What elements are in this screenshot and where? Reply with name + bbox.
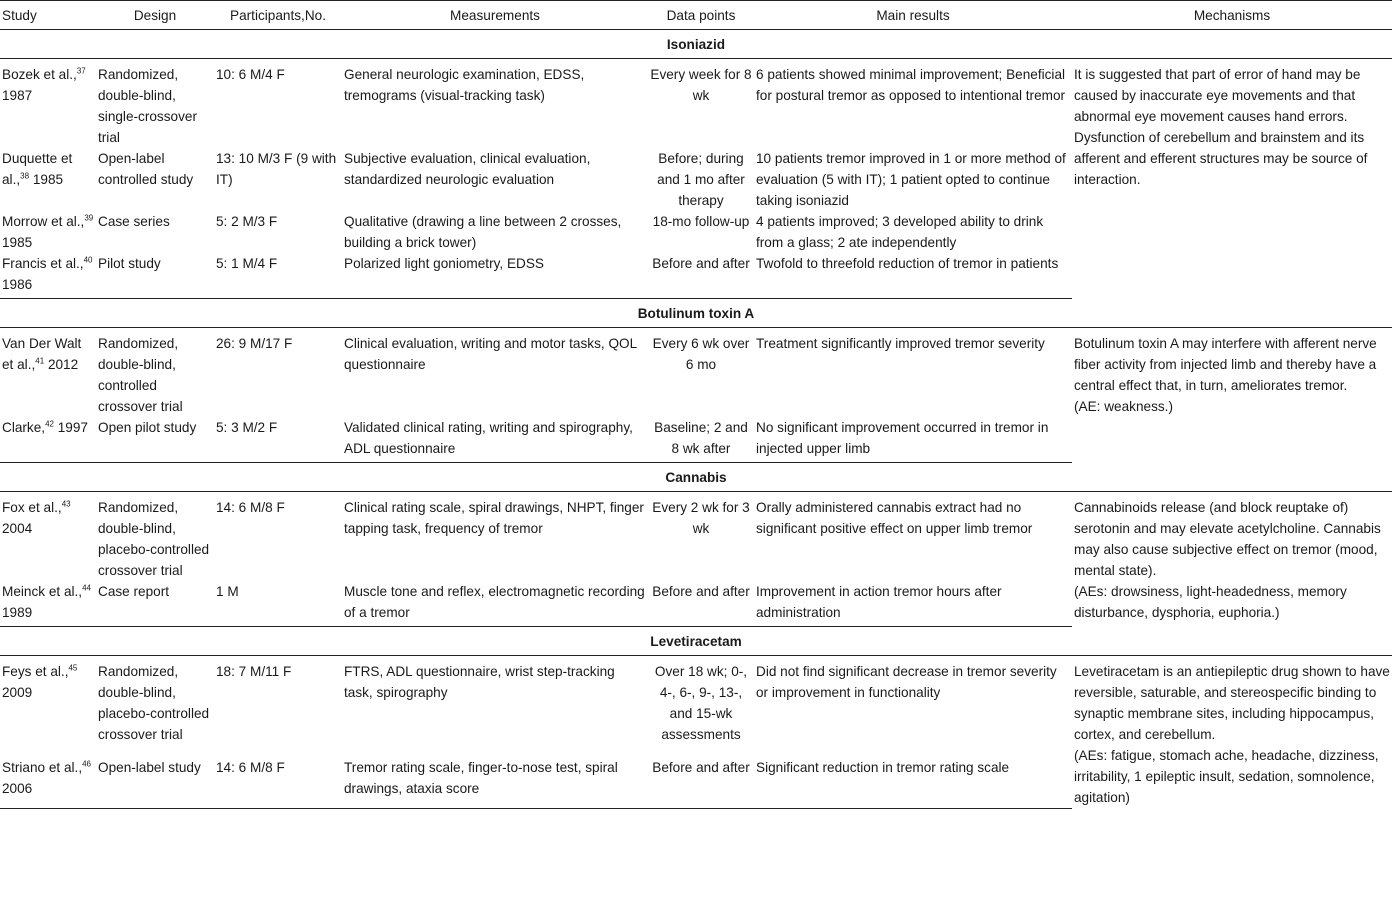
design-cell: Open-label controlled study [98,151,194,187]
reference-number: 38 [20,171,30,181]
participants-cell: 5: 3 M/2 F [214,417,342,463]
table-row [0,328,1392,418]
participants-cell: 14: 6 M/8 F [216,500,285,515]
results-cell: Significant reduction in tremor rating scale [754,757,1072,808]
results-cell: Improvement in action tremor hours after administration [754,581,1072,627]
design-cell: Randomized, double-blind, single-crossover trial [98,67,197,145]
study-cell: Bozek et al.,$^{37}$ 1987 [2,66,86,103]
measurements-cell: General neurologic examination, EDSS, tremograms (visual-tracking task) [344,67,585,103]
data-points-cell: Before; during and 1 mo after therapy [657,151,745,208]
results-cell: 4 patients improved; 3 developed ability to drink from a glass; 2 ate independently [756,214,1044,250]
section-row [0,627,1392,656]
design-cell: Pilot study [96,253,214,299]
data-points-cell: Before and after [648,581,754,627]
data-points-cell: Before and after [648,253,754,299]
participants-cell: 26: 9 M/17 F [216,336,293,351]
study-cell: Van Der Walt et al.,$^{41}$ 2012 [2,336,82,372]
table-row [0,492,1392,582]
measurements-cell: Clinical evaluation, writing and motor tasks, QOL questionnaire [344,336,637,372]
measurements-cell: Qualitative (drawing a line between 2 crosses, building a brick tower) [344,214,622,250]
reference-number: 46 [82,759,92,769]
section-title: Levetiracetam [0,627,1392,656]
reference-number: 45 [68,663,78,673]
participants-cell: 5: 2 M/3 F [216,214,278,229]
results-cell: 6 patients showed minimal improvement; Beneficial for postural tremor as opposed to intentional tremor [756,67,1066,103]
participants-cell: 13: 10 M/3 F (9 with IT) [216,151,337,187]
mechanisms-cell: Botulinum toxin A may interfere with afferent nerve fiber activity from injected limb and thereby have a central effect that, in turn, ameliorates tremor. (AE: weakness.) [1074,336,1377,414]
section-title: Botulinum toxin A [0,299,1392,328]
design-cell: Open pilot study [96,417,214,463]
participants-cell: 14: 6 M/8 F [214,757,342,808]
header-data-points: Data points [666,7,736,23]
design-cell: Open-label study [96,757,214,808]
header-row [0,1,1392,30]
participants-cell: 10: 6 M/4 F [216,67,285,82]
header-design: Design [133,7,177,23]
study-cell: Morrow et al.,$^{39}$ 1985 [2,213,94,250]
design-cell: Randomized, double-blind, placebo-controlled crossover trial [98,664,210,742]
design-cell: Randomized, double-blind, controlled crossover trial [98,336,183,414]
section-row [0,299,1392,328]
reference-number: 44 [82,583,91,593]
header-measurements: Measurements [450,7,540,23]
measurements-cell: Polarized light goniometry, EDSS [342,253,648,299]
data-points-cell: Every 2 wk for 3 wk [652,500,750,536]
table-row [0,656,1392,757]
reference-number: 42 [45,419,54,429]
study-cell: Duquette et al.,$^{38}$ 1985 [2,151,73,187]
results-cell: 10 patients tremor improved in 1 or more method of evaluation (5 with IT); 1 patient opted to continue taking isoniazid [756,151,1066,208]
data-points-cell: Every 6 wk over 6 mo [652,336,750,372]
section-title: Cannabis [0,463,1392,492]
participants-cell: 5: 1 M/4 F [214,253,342,299]
study-cell: Meinck et al.,$^{44}$ 1989 [0,581,96,627]
data-points-cell: Baseline; 2 and 8 wk after [648,417,754,463]
data-points-cell: Over 18 wk; 0-, 4-, 6-, 9-, 13-, and 15-wk assessments [654,664,748,742]
header-participants: Participants,No. [230,7,326,23]
study-cell: Francis et al.,$^{40}$ 1986 [0,253,96,299]
reference-number: 41 [35,356,45,366]
study-cell: Fox et al.,$^{43}$ 2004 [2,499,71,536]
header-study: Study [2,7,37,23]
study-cell: Striano et al.,$^{46}$ 2006 [0,757,96,808]
reference-number: 37 [76,66,86,76]
reference-number: 39 [84,213,94,223]
section-title: Isoniazid [0,30,1392,59]
study-cell: Feys et al.,$^{45}$ 2009 [2,663,78,700]
measurements-cell: Validated clinical rating, writing and spirography, ADL questionnaire [342,417,648,463]
reference-number: 43 [61,499,71,509]
measurements-cell: Tremor rating scale, finger-to-nose test, spiral drawings, ataxia score [342,757,648,808]
data-points-cell: Every week for 8 wk [650,67,752,103]
reference-number: 40 [83,255,93,265]
study-cell: Clarke,$^{42}$ 1997 [0,417,96,463]
results-cell: Twofold to threefold reduction of tremor in patients [754,253,1072,299]
section-row [0,30,1392,59]
table-row [0,59,1392,149]
section-row [0,463,1392,492]
measurements-cell: FTRS, ADL questionnaire, wrist step-tracking task, spirography [344,664,615,700]
measurements-cell: Muscle tone and reflex, electromagnetic recording of a tremor [342,581,648,627]
results-cell: No significant improvement occurred in tremor in injected upper limb [754,417,1072,463]
participants-cell: 1 M [214,581,342,627]
design-cell: Case series [98,214,170,229]
measurements-cell: Subjective evaluation, clinical evaluation, standardized neurologic evaluation [344,151,591,187]
results-cell: Did not find significant decrease in tremor severity or improvement in functionality [756,664,1057,700]
design-cell: Case report [96,581,214,627]
mechanisms-cell: Cannabinoids release (and block reuptake of) serotonin and may elevate acetylcholine. Cannabis may also cause subjective effect on tremor (mood, mental state). (AEs: drowsiness, light-headedness, memory disturbance, dysphoria, euphoria.) [1074,500,1381,620]
design-cell: Randomized, double-blind, placebo-controlled crossover trial [98,500,210,578]
measurements-cell: Clinical rating scale, spiral drawings, NHPT, finger tapping task, frequency of tremor [344,500,644,536]
header-mechanisms: Mechanisms [1193,7,1271,23]
mechanisms-cell: It is suggested that part of error of hand may be caused by inaccurate eye movements and that abnormal eye movement causes hand errors. Dysfunction of cerebellum and brainstem and its afferent and efferent structures may be source of interaction. [1074,67,1368,187]
data-points-cell: 18-mo follow-up [652,214,750,229]
header-main-results: Main results [876,7,950,23]
results-cell: Treatment significantly improved tremor severity [756,336,1045,351]
participants-cell: 18: 7 M/11 F [216,664,292,679]
results-cell: Orally administered cannabis extract had no significant positive effect on upper limb tremor [756,500,1033,536]
mechanisms-cell: Levetiracetam is an antiepileptic drug shown to have reversible, saturable, and stereospecific binding to synaptic membrane sites, including hippocampus, cortex, and cerebellum. (AEs: fatigue, stomach ache, headache, dizziness, irritability, 1 epileptic insult, sedation, somnolence, agitation) [1074,664,1390,805]
data-points-cell: Before and after [648,757,754,808]
